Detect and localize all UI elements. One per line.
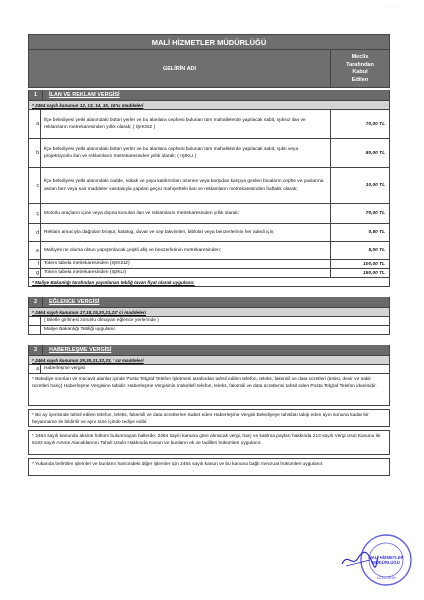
row-description: Reklam amacıyla dağıtılan broşür, katalog, duvar ve cep takvimleri, biblolar veya benzerlerinin her adedi için; bbox=[41, 224, 331, 241]
row-letter: a bbox=[29, 110, 41, 138]
section-paragraph: * Bir ay içerisinde tahsil edilen telefon, teleks, faksmili ve data ücretlerine isabet eden Haberleşme Vergisi Belediyeye tahsilatı takip eden ayın sonuna kadar bir beyanname ile bildirilir ve aynı süre içinde tediye edilir. bbox=[28, 409, 390, 427]
svg-text:MALİ HİZMETLER: MALİ HİZMETLER bbox=[368, 555, 404, 560]
section-title: İLAN VE REKLAM VERGİSİ bbox=[49, 92, 120, 98]
row-letter: ç bbox=[29, 204, 41, 223]
table-row bbox=[28, 317, 390, 326]
table-row bbox=[28, 224, 390, 242]
row-description: Maliye Bakanlığı Tebliği uygulanır. bbox=[44, 327, 117, 332]
section-number: 1 bbox=[29, 90, 43, 100]
section-note: * Maliye Bakanlığı tarafından yayınlanan tebliğ tavan fiyat olarak uygulanır. bbox=[28, 278, 390, 287]
table-row bbox=[28, 269, 390, 278]
row-letter: d bbox=[29, 224, 41, 241]
section-header-eglence bbox=[28, 297, 390, 308]
section-paragraph: * Yukarıda belirtilen işlemler ve bunların haricindeki diğer işlemler için 2464 sayılı kanun ve bu kanuna bağlı mevzuat hükümleri uygulanır. bbox=[28, 458, 390, 476]
row-letter: e bbox=[29, 242, 41, 259]
row-fee: 100,00 TL bbox=[363, 261, 385, 267]
section-number: 3 bbox=[29, 345, 43, 355]
row-description: İlçe belediyesi yetki alanındaki bütün yerler ve bu alanlara cephesi bulunan tüm mahallelerde yapılacak sabit, ışıklı veya projeksiyonlu ilan ve reklamların metrekaresinden yıllık olarak; ( IŞIKLI ) bbox=[41, 139, 331, 167]
table-row bbox=[28, 260, 390, 269]
row-letter: b bbox=[29, 139, 41, 167]
signature bbox=[340, 548, 380, 570]
table-row bbox=[28, 168, 390, 204]
column-header-fee: Meclis Tarafından Kabul Edilen bbox=[346, 54, 374, 83]
row-letter: f bbox=[29, 260, 41, 268]
row-fee: 5,00 TL bbox=[368, 248, 385, 253]
row-description: ( Biletle girilmesi zorunlu olmayan eğlence yerlerinde ) bbox=[44, 318, 159, 323]
row-description: Mahiyeti ne olursa olsun yapıştırılacak çeşitli afiş ve benzerlerinin metrekaresinden; bbox=[41, 242, 331, 259]
section-law-reference: * 2464 sayılı kanunun 12, 13, 14, 15, 16'cı maddeleri bbox=[28, 101, 390, 110]
row-description: Totem tabela metrekaresinden (IŞIKSIZ) bbox=[41, 260, 331, 268]
table-row bbox=[28, 110, 390, 139]
section-law-reference: * 2464 sayılı kanunun 29,30,31,32,33, ' cü maddeleri bbox=[28, 356, 390, 365]
section-header-ilan-reklam bbox=[28, 90, 390, 101]
svg-text:MÜDÜRLÜĞÜ: MÜDÜRLÜĞÜ bbox=[372, 560, 400, 565]
row-letter: a bbox=[29, 365, 41, 373]
fee-table-page bbox=[28, 34, 390, 554]
section-title: EĞLENCE VERGİSİ bbox=[49, 299, 100, 305]
row-fee: 0,50 TL bbox=[368, 230, 385, 235]
top-corner-mark: · · · · bbox=[384, 4, 400, 9]
section-number: 2 bbox=[29, 297, 43, 307]
table-row bbox=[28, 139, 390, 168]
table-header bbox=[28, 50, 390, 88]
row-fee: 70,00 TL bbox=[365, 211, 385, 216]
table-row bbox=[28, 365, 390, 374]
row-description: İlçe belediyesi yetki alanındaki bütün yerler ve bu alanlara cephesi bulunan tüm mahallelerde yapılacak sabit, ışıksız ilan ve reklamların metrekaresinden yıllık olarak; ( IŞIKSIZ ) bbox=[41, 110, 331, 138]
row-description: Haberleşme vergisi bbox=[44, 366, 86, 371]
row-description: İlçe belediyesi yetki alanındaki cadde, sokak ve yaya kaldırımları üzerine veya karşıdan karşıya gerilen binaların cephe ve yanlarına asılan bez veya sair maddeler vasıtasıyla yapılan geçici mahiyetteki ilan ve reklamların metrekaresinden haftalık olarak; bbox=[41, 168, 331, 203]
table-row bbox=[28, 242, 390, 260]
section-paragraph: * Belediye sınırları ve mücavir alanlar içinde Posta Telgraf Telefon İşletmesi tarafından tahsil edilen telefon, teleks, faksmili ve data ücretleri (tesisi, devir ve nakit ücretleri hariç) Haberleşme Vergisine tabidir. Haberleşme Vergisinin mükellefi telefon, teleks, faksmili ve data ücretlerini tahsil eden Posta Telgraf Telefon idaresidir. bbox=[28, 374, 390, 406]
section-law-reference: * 2464 sayılı kanunun 17,18,19,20,21,22' ci maddeleri bbox=[28, 308, 390, 317]
row-fee: 70,00 TL bbox=[365, 121, 385, 127]
row-letter: g bbox=[29, 269, 41, 277]
row-fee: 10,00 TL bbox=[365, 183, 385, 188]
table-row bbox=[28, 326, 390, 335]
section-paragraph: * 2464 sayılı kanunda aksine hüküm bulunmayan hallerde, 2464 sayılı kanuna göre alınacak vergi, harç ve katılma payları hakkında 213 sayılı Vergi Usul Kanunu ile 6183 sayılı Amme Alacaklarının Tahsil Usulü Hakkında Kanun ve bunların ek ve tadilleri hükümleri uygulanır. bbox=[28, 430, 390, 455]
page-title: MALİ HİZMETLER MÜDÜRLÜĞÜ bbox=[28, 34, 390, 50]
column-header-name: GELİRİN ADI bbox=[29, 50, 331, 87]
table-row bbox=[28, 204, 390, 224]
row-description: Motorlu araçların içine veya dışına konulan ilan ve reklamların metrekaresinden yıllık olarak; bbox=[41, 204, 331, 223]
row-letter: c bbox=[29, 168, 41, 203]
row-fee: 150,00 TL bbox=[363, 270, 385, 276]
row-fee: 80,00 TL bbox=[365, 150, 385, 156]
section-title: HABERLEŞME VERGİSİ bbox=[49, 347, 112, 353]
row-description: Totem tabela metrekaresinden (IŞIKLI) bbox=[41, 269, 331, 277]
section-header-haberlesme bbox=[28, 345, 390, 356]
svg-text:13.12.2019: 13.12.2019 bbox=[376, 576, 396, 580]
handwritten-signature-icon bbox=[340, 548, 380, 570]
